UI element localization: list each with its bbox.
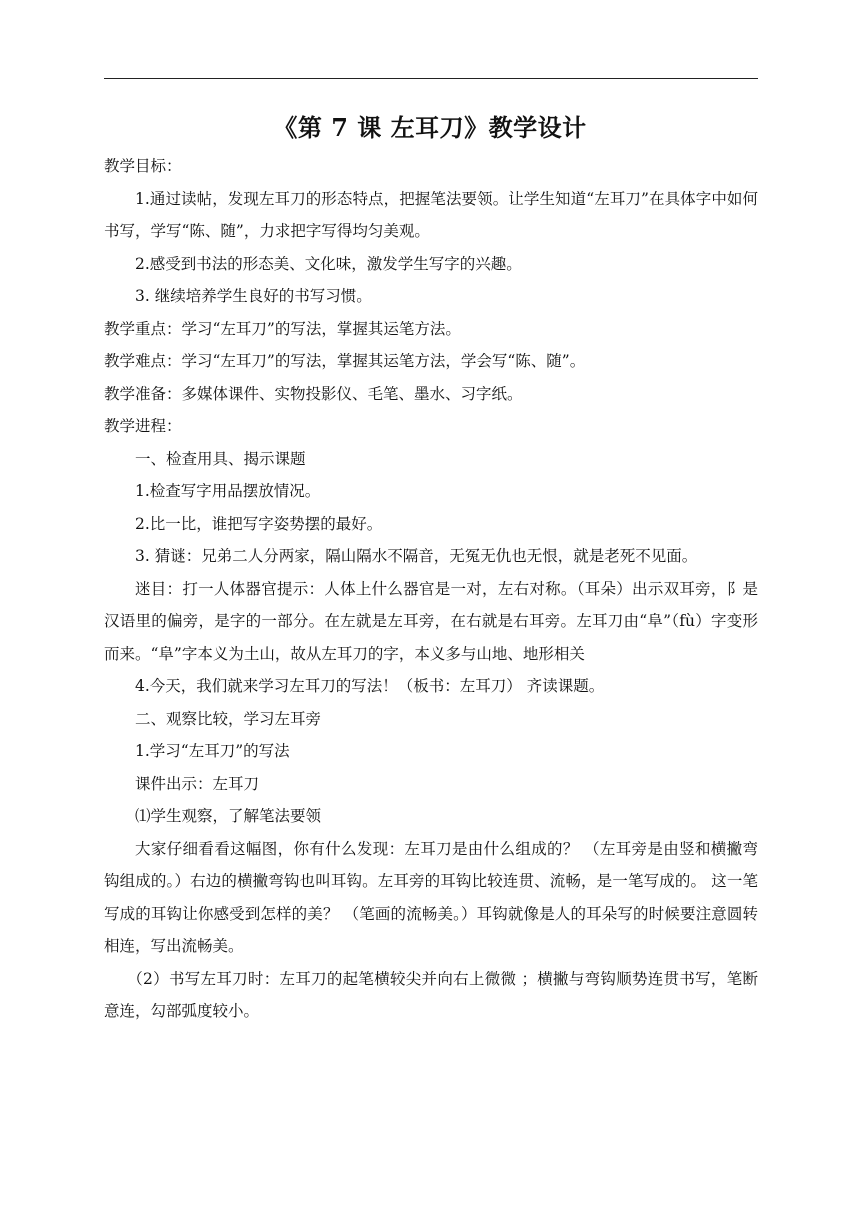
key-point: 教学重点：学习“左耳刀”的写法，掌握其运笔方法。 [104,319,461,338]
objective-2: 2.感受到书法的形态美、文化味，激发学生写字的兴趣。 [135,254,522,273]
observe-paragraph: 大家仔细看看这幅图，你有什么发现：左耳刀是由什么组成的？ （左耳旁是由竖和横撇弯钩组成的。）右边的横撇弯钩也叫耳钩。左耳旁的耳钩比较连贯、流畅，是一笔写成的。 这一笔写成的耳钩让你感受到怎样的美？ （笔画的流畅美。）耳钩就像是人的耳朵写的时候要注意圆转相连，写出流畅美。 [104,839,758,955]
observe-item: ⑴学生观察，了解笔法要领 [135,807,322,825]
step-1-item-1: 1.检查写字用品摆放情况。 [135,482,321,500]
riddle-explanation: 迷目：打一人体器官提示：人体上什么器官是一对，左右对称。（耳朵）出示双耳旁，阝是汉语里的偏旁，是字的一部分。在左就是左耳旁，在右就是右耳旁。左耳刀由“阜”（fù）字变形而来。“阜”字本义为土山，故从左耳刀的字，本义多与山地、地形相关 [104,579,758,663]
step-1-item-2: 2.比一比，谁把写字姿势摆的最好。 [135,514,383,533]
step-1-item-3: 3. 猜谜：兄弟二人分两家，隔山隔水不隔音，无冤无仇也无恨，就是老死不见面。 [135,547,698,565]
step-heading-2: 二、观察比较，学习左耳旁 [135,709,322,728]
section-heading-objectives: 教学目标： [104,157,182,175]
preparation: 教学准备：多媒体课件、实物投影仪、毛笔、墨水、习字纸。 [104,384,523,403]
step-1-item-4: 4.今天，我们就来学习左耳刀的写法！（板书：左耳刀） 齐读课题。 [135,677,605,695]
courseware-show: 课件出示：左耳刀 [135,774,260,793]
writing-paragraph: （2）书写左耳刀时：左耳刀的起笔横较尖并向右上微微 ；横撇与弯钩顺势连贯书写，笔断意连，勾部弧度较小。 [104,969,758,1020]
difficult-point: 教学难点：学习“左耳刀”的写法，掌握其运笔方法，学会写“陈、随”。 [104,352,586,370]
step-2-item-1: 1.学习“左耳刀”的写法 [135,742,290,760]
objective-1: 1.通过读帖，发现左耳刀的形态特点，把握笔法要领。让学生知道“左耳刀”在具体字中如何书写，学写“陈、随”，力求把字写得均匀美观。 [104,189,758,240]
document-body [104,150,758,1028]
header-rule [104,78,758,79]
page-title: 《第 7 课 左耳刀》教学设计 [273,113,587,142]
section-heading-process: 教学进程： [104,417,182,435]
step-heading-1: 一、检查用具、揭示课题 [135,449,306,468]
objective-3: 3. 继续培养学生良好的书写习惯。 [135,287,372,305]
